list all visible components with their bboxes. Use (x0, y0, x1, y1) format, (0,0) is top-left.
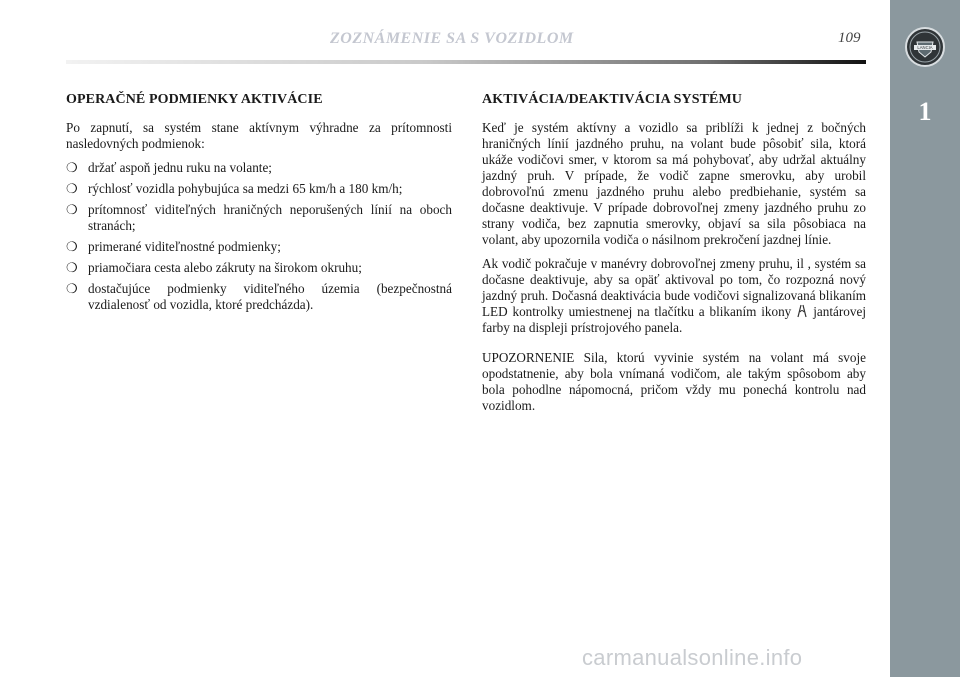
circle-bullet-icon: ❍ (66, 181, 78, 196)
list-item: ❍ prítomnosť viditeľných hraničných neporušených línií na oboch stranách; (66, 202, 452, 233)
svg-text:LANCIA: LANCIA (917, 45, 933, 50)
header-rule (66, 60, 866, 64)
running-header-title: ZOZNÁMENIE SA S VOZIDLOM (330, 30, 574, 47)
conditions-list (66, 160, 452, 313)
list-item: ❍ primerané viditeľnostné podmienky; (66, 239, 281, 254)
chapter-number: 1 (918, 97, 932, 126)
right-column (482, 92, 866, 422)
list-item: ❍ rýchlosť vozidla pohybujúca sa medzi 65 km/h a 180 km/h; (66, 181, 403, 196)
intro-paragraph: Po zapnutí, sa systém stane aktívnym výhradne za prítomnosti nasledovných podmienok: (66, 120, 452, 151)
section-heading-activation-deactivation: AKTIVÁCIA/DEAKTIVÁCIA SYSTÉMU (482, 92, 742, 107)
watermark-text: carmanualsonline.info (582, 645, 803, 670)
paragraph-lane-keeping: Keď je systém aktívny a vozidlo sa priblíži k jednej z bočných hraničných línií jazdného pruhu, na volant bude pôsobiť sila, ktorá ukáže vodičovi smer, v ktorom sa má pohybovať, aby udržal aktuálny jazdný pruh. V prípade, že vodič zapne smerovku, aby urobil dobrovoľnú zmenu jazdného pruhu alebo predbiehanie, systém sa dočasne deaktivuje. V prípade dobrovoľnej zmeny jazdného pruhu zo strany vodiča, bez zapnutia smerovky, objaví sa sila pôsobiaca na volant, aby upozornila vodiča o násilnom prekročení jazdnej línie. (482, 120, 866, 247)
circle-bullet-icon: ❍ (66, 202, 78, 217)
paragraph-temporary-deactivation: Ak vodič pokračuje v manévry dobrovoľnej zmeny pruhu, il , systém sa dočasne deaktivuje, aby sa opäť aktivoval po tom, čo rozpozná nový jazdný pruh. Dočasná deaktivácia bude vodičovi signalizovaná blikaním LED kontrolky umiestnenej na tlačítku a blikaním ikony jantárovej farby na displeji prístrojového panela. (482, 256, 866, 335)
list-item: ❍ dostačujúce podmienky viditeľného územia (bezpečnostná vzdialenosť od vozidla, ktoré predcházda). (66, 281, 452, 312)
circle-bullet-icon: ❍ (66, 281, 78, 296)
page-number: 109 (838, 30, 861, 46)
list-item: ❍ priamočiara cesta alebo zákruty na širokom okruhu; (66, 260, 362, 275)
section-heading-activation-conditions: OPERAČNÉ PODMIENKY AKTIVÁCIE (66, 92, 323, 107)
circle-bullet-icon: ❍ (66, 160, 78, 175)
circle-bullet-icon: ❍ (66, 260, 78, 275)
warning-paragraph: UPOZORNENIE Sila, ktorú vyvinie systém na volant má svoje opodstatnenie, aby bola vnímaná vodičom, ale takým spôsobom aby bola pohodlne nápomocná, pričom vždy mu ponechá kontrolu nad vozidlom. (482, 350, 866, 413)
circle-bullet-icon: ❍ (66, 239, 78, 254)
left-column (66, 92, 452, 318)
lancia-logo-icon (904, 26, 946, 68)
lane-departure-icon (795, 304, 809, 318)
list-item: ❍ držať aspoň jednu ruku na volante; (66, 160, 272, 175)
